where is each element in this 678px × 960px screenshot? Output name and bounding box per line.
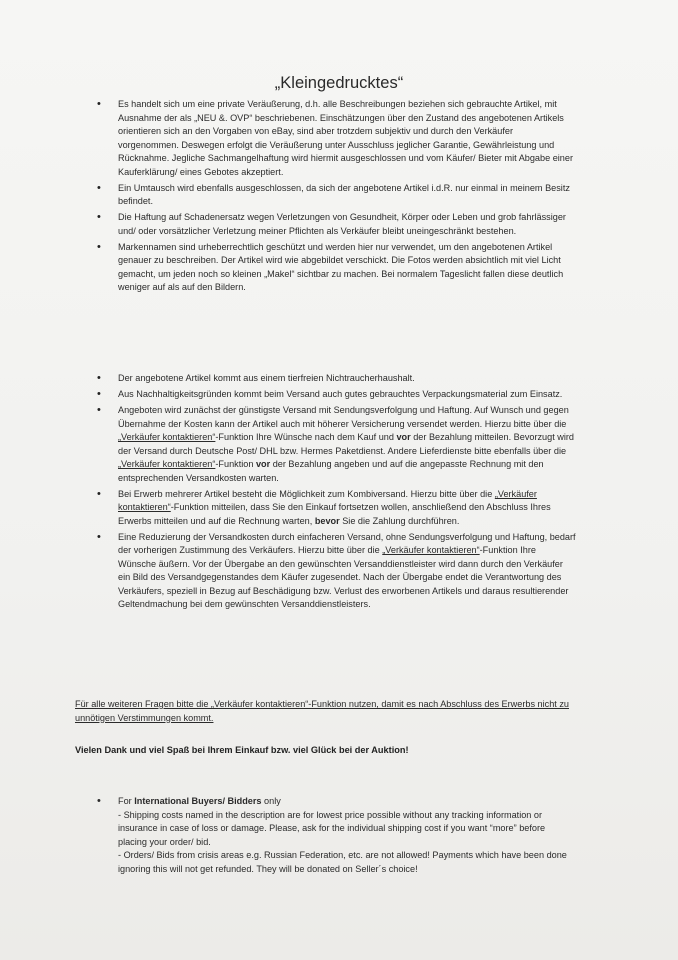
list-item — [96, 211, 576, 238]
contact-seller-link: „Verkäufer kontaktieren“ — [382, 545, 480, 556]
text-run: Eine Reduzierung der Versandkosten durch einfacheren Versand, ohne Sendungsverfolgung und Haftung, bedarf der vorherigen Zustimmung des Verkäufers. Hierzu bitte über die — [118, 531, 576, 556]
text-run: -Funktion — [215, 459, 256, 470]
contact-seller-link: „Verkäufer kontaktieren“ — [118, 488, 537, 513]
list-item-text: Ein Umtausch wird ebenfalls ausgeschlossen, da sich der angebotene Artikel i.d.R. nur einmal in meinem Besitz befindet. — [118, 182, 570, 207]
list-item — [96, 795, 576, 876]
list-item — [96, 98, 576, 179]
text-run: only — [261, 796, 281, 806]
emphasis: International Buyers/ Bidders — [134, 796, 262, 806]
bullet-icon: • — [97, 240, 101, 253]
text-run: -Funktion Ihre Wünsche nach dem Kauf und — [215, 432, 397, 443]
list-item-text: Es handelt sich um eine private Veräußerung, d.h. alle Beschreibungen beziehen sich gebrauchte Artikel, mit Ausnahme der als „NEU &. OVP“ beschriebenen. Einschätzungen über den Zustand des angebotenen Artikels orientieren sich an den Vorgaben von eBay, sind aber trotzdem subjektiv und durch den Verkäufer vorgenommen. Deswegen erfolgt die Veräußerung unter Ausschluss jeglicher Garantie, Gewährleistung und Rücknahme. Jegliche Sachmangelhaftung wird hiermit ausgeschlossen und vom Käufer/ Bieter mit Abgabe einer Kauferklärung/ eines Gebotes akzeptiert. — [118, 99, 573, 177]
contact-seller-link: „Verkäufer kontaktieren“ — [118, 432, 216, 443]
emphasis: bevor — [314, 515, 340, 526]
bullet-icon: • — [97, 530, 101, 543]
international-heading — [118, 795, 576, 809]
text-run: For — [118, 796, 135, 806]
international-list — [96, 795, 576, 876]
shipping-list — [96, 372, 576, 614]
list-item-text — [118, 489, 551, 526]
list-item — [96, 388, 576, 402]
list-item-text — [118, 405, 574, 483]
text-run: -Funktion mitteilen, dass Sie den Einkauf fortsetzen wollen, anschließend den Abschluss Ihres Erwerbs mitteilen und auf die Rechnung warten, — [118, 502, 551, 526]
list-item-text — [118, 532, 576, 610]
list-item-text: Aus Nachhaltigkeitsgründen kommt beim Versand auch gutes gebrauchtes Verpackungsmaterial zum Einsatz. — [118, 389, 563, 400]
page-title: „Kleingedrucktes“ — [274, 74, 404, 92]
bullet-icon: • — [97, 795, 101, 807]
emphasis: vor — [255, 459, 271, 470]
list-item-text: Markennamen sind urheberrechtlich geschützt und werden hier nur verwendet, um den angebotenen Artikel genauer zu beschreiben. Der Artikel wird wie abgebildet verschickt. Die Fotos werden absichtlich mit viel Licht gemacht, um jeden noch so kleinen „Makel“ sichtbar zu machen. Bei normalem Tageslicht fallen diese deutlich weniger auf als auf den Bildern. — [118, 241, 564, 293]
list-item — [96, 182, 576, 209]
shipping-cost-note: - Shipping costs named in the description are for lowest price possible without any tracking information or insurance in case of loss or damage. Please, ask for the individual shipping cost if you want “more” before placing your order/ bid. — [118, 809, 546, 847]
list-item — [96, 404, 576, 485]
text-run: Sie die Zahlung durchführen. — [339, 515, 460, 526]
contact-seller-link: „Verkäufer kontaktieren“ — [118, 459, 216, 470]
crisis-area-note: - Orders/ Bids from crisis areas e.g. Russian Federation, etc. are not allowed! Payments which have been done ignoring this will not get refunded. They will be donated on Seller´s choice! — [118, 850, 567, 874]
bullet-icon: • — [97, 181, 101, 194]
list-item-text: Die Haftung auf Schadenersatz wegen Verletzungen von Gesundheit, Körper oder Leben und grob fahrlässiger und/ oder vorsätzlicher Verletzung meiner Pflichten als Verkäufer bleibt uneingeschränkt bestehen. — [118, 212, 566, 236]
text-run: der Bezahlung mitteilen. Bevorzugt wird der Versand durch Deutsche Post/ DHL bzw. Hermes Paketdienst. Andere Lieferdienste bitte ebenfalls über die — [118, 432, 575, 456]
bullet-icon: • — [97, 388, 101, 401]
text-run: der Bezahlung angeben und auf die angepasste Rechnung mit den entsprechenden Versandkosten warten. — [118, 459, 544, 483]
text-run: Bei Erwerb mehrerer Artikel besteht die Möglichkeit zum Kombiversand. Hierzu bitte über die — [118, 488, 495, 499]
terms-list — [96, 98, 576, 297]
list-item — [96, 531, 576, 612]
list-item-text: Der angebotene Artikel kommt aus einem tierfreien Nichtraucherhaushalt. — [118, 373, 415, 383]
text-run: Angeboten wird zunächst der günstigste Versand mit Sendungsverfolgung und Haftung. Auf Wunsch und gegen Übernahme der Kosten kann der Artikel auch mit höherer Versicherung versendet werden. Hierzu bitte über die — [118, 405, 569, 429]
thank-you-note: Vielen Dank und viel Spaß bei Ihrem Einkauf bzw. viel Glück bei der Auktion! — [75, 745, 409, 755]
bullet-icon: • — [97, 98, 101, 110]
bullet-icon: • — [97, 372, 101, 384]
text-run: -Funktion Ihre Wünsche äußern. Vor der Übergabe an den gewünschten Versanddienstleister wird dann durch den Verkäufer ein Bild des Versandgegenstandes dem Käufer zugesendet. Nach der Übergabe endet die Verantwortung des Verkäufers, speziell in Bezug auf Beschädigung bzw. Verlust des erworbenen Artikels und daraus resultierender Geltendmachung bei dem gewünschten Versanddienstleisters. — [118, 545, 569, 610]
bullet-icon: • — [97, 404, 101, 417]
list-item — [96, 488, 576, 529]
list-item — [96, 372, 576, 386]
bullet-icon: • — [97, 211, 101, 224]
emphasis: vor — [396, 432, 411, 443]
bullet-icon: • — [97, 487, 101, 500]
list-item — [96, 241, 576, 295]
contact-note: Für alle weiteren Fragen bitte die „Verkäufer kontaktieren“-Funktion nutzen, damit es nach Abschluss des Erwerbs nicht zu unnötigen Verstimmungen kommt. — [75, 699, 570, 723]
